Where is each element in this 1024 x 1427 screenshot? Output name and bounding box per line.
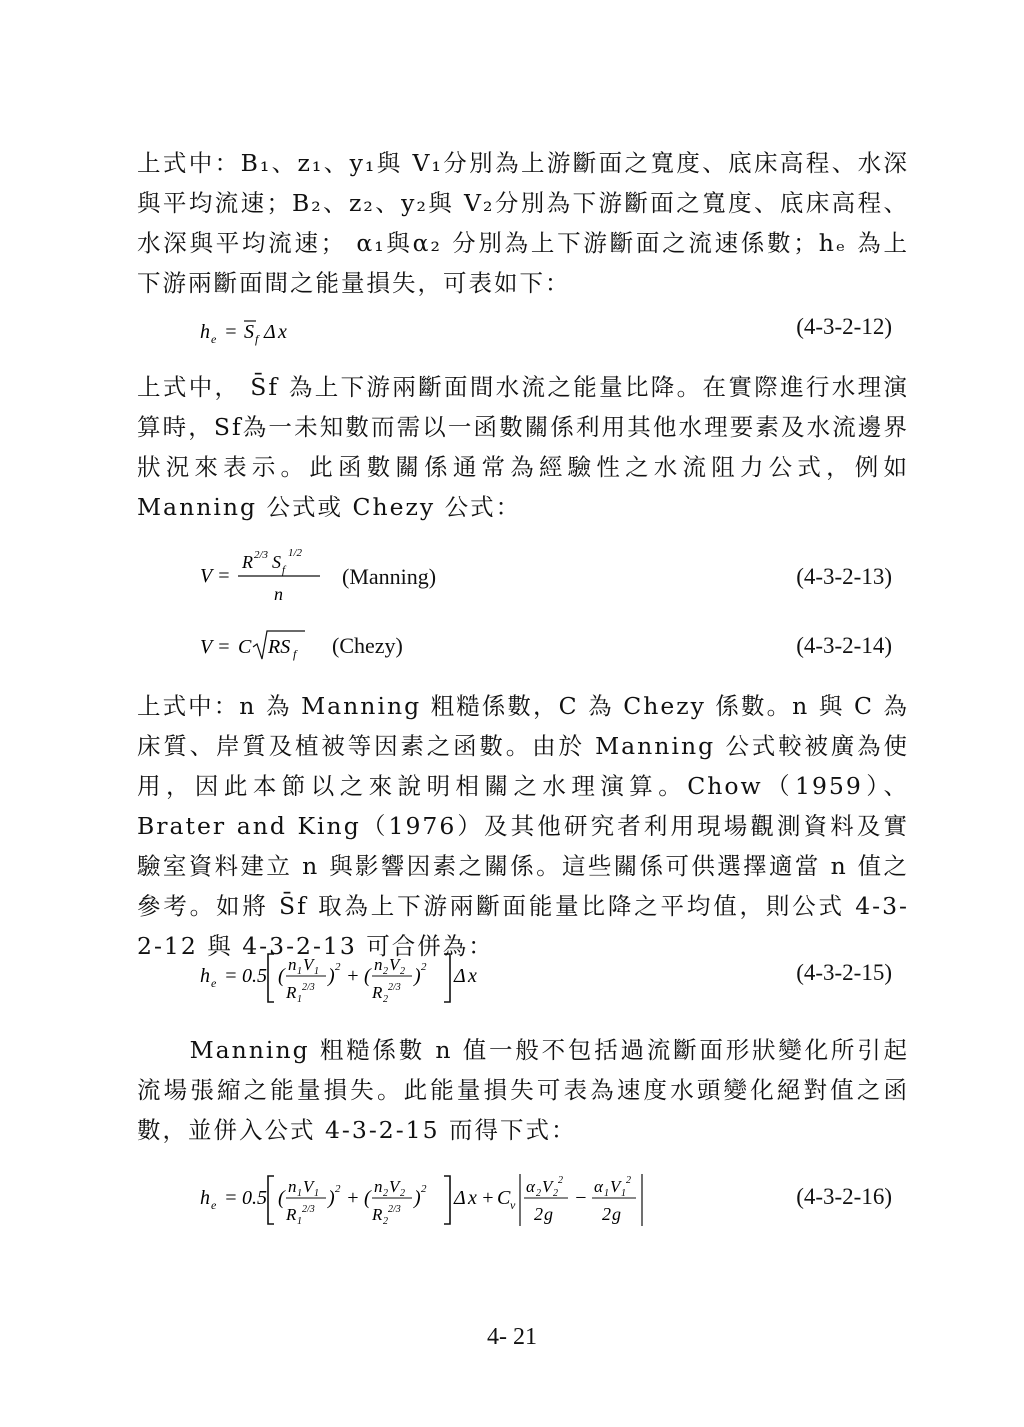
equation-12-formula [200,312,500,352]
svg-text:=: = [224,1187,238,1209]
svg-text:=: = [217,636,231,658]
svg-text:V: V [389,1177,400,1196]
manning-label: (Manning) [342,564,437,589]
equation-number: (4-3-2-15) [796,960,892,985]
svg-text:x: x [278,321,287,343]
svg-text:0.5: 0.5 [242,1187,267,1209]
svg-text:e: e [211,1198,217,1212]
svg-text:2: 2 [400,1188,405,1199]
svg-text:f: f [255,332,259,346]
svg-text:2: 2 [335,1183,341,1195]
svg-text:C: C [238,636,252,658]
svg-text:2: 2 [626,1175,631,1186]
svg-text:g: g [544,1204,553,1224]
svg-text:α: α [594,1177,603,1196]
svg-text:R: R [372,1205,383,1224]
svg-text:h: h [200,1187,210,1209]
svg-text:h: h [200,965,210,987]
svg-text:(: ( [278,965,285,987]
svg-text:n: n [274,584,283,604]
svg-text:1: 1 [314,966,319,977]
svg-text:2/3: 2/3 [302,982,315,993]
svg-text:2: 2 [383,966,388,977]
page-number: 4- 21 [487,1324,537,1350]
svg-text:+: + [346,1187,360,1209]
svg-text:2: 2 [536,1188,541,1199]
svg-text:V: V [303,1177,314,1196]
svg-text:V: V [200,565,213,587]
equation-number: (4-3-2-13) [796,564,892,589]
svg-text:n: n [288,955,297,974]
svg-text:C: C [497,1187,511,1209]
equation-4-3-2-12 [200,312,900,372]
svg-text:(: ( [364,965,371,987]
paragraph-1: 上式中：B₁、z₁、y₁與 V₁分別為上游斷面之寬度、底床高程、水深與平均流速；B₂、z₂、y₂與 V₂分別為下游斷面之寬度、底床高程、水深與平均流速； α₁與α₂ 分別為上下游斷面之流速係數；hₑ 為上下游兩斷面間之能量損失，可表如下： [137,149,909,297]
svg-text:α: α [526,1177,535,1196]
svg-text:−: − [574,1187,588,1209]
svg-text:1: 1 [314,1188,319,1199]
svg-text:): ) [414,1187,421,1209]
svg-text:): ) [328,1187,335,1209]
svg-text:v: v [510,1198,516,1212]
svg-text:V: V [542,1177,553,1196]
svg-text:2: 2 [602,1204,611,1224]
svg-text:S: S [272,552,281,572]
chezy-label: (Chezy) [332,633,403,658]
svg-text:V: V [200,636,213,658]
svg-text:+: + [481,1187,495,1209]
svg-text:1/2: 1/2 [288,547,303,559]
svg-text:R: R [286,983,297,1002]
svg-text:f: f [282,564,286,576]
svg-text:Δ: Δ [454,1187,466,1209]
svg-text:(: ( [364,1187,371,1209]
svg-text:e: e [211,332,217,346]
equation-4-3-2-13 [200,546,900,606]
svg-text:(: ( [278,1187,285,1209]
svg-text:x: x [468,1187,477,1209]
svg-text:V: V [389,955,400,974]
svg-text:): ) [414,965,421,987]
svg-text:Δ: Δ [264,321,276,343]
svg-text:1: 1 [604,1188,609,1199]
svg-text:2/3: 2/3 [302,1204,315,1215]
equation-number: (4-3-2-14) [796,633,892,658]
svg-text:1: 1 [297,1216,302,1227]
svg-text:2: 2 [335,961,341,973]
equation-4-3-2-14 [200,627,900,687]
svg-text:V: V [303,955,314,974]
svg-text:2: 2 [558,1175,563,1186]
svg-text:0.5: 0.5 [242,965,267,987]
equation-15-formula [200,948,520,1008]
equation-4-3-2-15 [200,948,900,1008]
svg-text:2: 2 [400,966,405,977]
svg-text:2/3: 2/3 [388,1204,401,1215]
svg-text:R: R [242,552,253,572]
svg-text:2/3: 2/3 [388,982,401,993]
equation-number: (4-3-2-16) [796,1184,892,1209]
svg-text:h: h [200,321,210,343]
svg-text:=: = [217,565,231,587]
svg-text:1: 1 [297,966,302,977]
svg-text:n: n [374,1177,383,1196]
svg-text:g: g [612,1204,621,1224]
paragraph-3: 上式中：n 為 Manning 粗糙係數，C 為 Chezy 係數。n 與 C 為床質、岸質及植被等因素之函數。由於 Manning 公式較被廣為使用，因此本節以之來說明相關之水理演算。Chow（1959）、Brater and King（1976）及其他研究者利用現場觀測資料及實驗室資料建立 n 與影響因素之關係。這些關係可供選擇適當 n 值之參考。如將 S̄f 取為上下游兩斷面能量比降之平均值，則公式 4-3-2-12 與 4-3-2-13 可合併為： [137,692,909,960]
svg-text:2: 2 [553,1188,558,1199]
svg-text:n: n [374,955,383,974]
svg-text:R: R [372,983,383,1002]
svg-text:=: = [224,321,238,343]
paragraph-2: 上式中， S̄f 為上下游兩斷面間水流之能量比降。在實際進行水理演算時，Sf為一未知數而需以一函數關係利用其他水理要素及水流邊界狀況來表示。此函數關係通常為經驗性之水流阻力公式，例如 Manning 公式或 Chezy 公式： [137,373,909,521]
svg-text:V: V [610,1177,621,1196]
equation-number: (4-3-2-12) [796,314,892,339]
svg-text:2: 2 [421,961,427,973]
svg-text:1: 1 [621,1188,626,1199]
svg-text:1: 1 [297,994,302,1005]
paragraph-4: Manning 粗糙係數 n 值一般不包括過流斷面形狀變化所引起流場張縮之能量損失。此能量損失可表為速度水頭變化絕對值之函數，並併入公式 4-3-2-15 而得下式： [137,1036,909,1144]
svg-text:2: 2 [383,1216,388,1227]
equation-16-formula [200,1170,660,1230]
svg-text:2/3: 2/3 [254,549,269,561]
svg-text:R: R [286,1205,297,1224]
svg-text:2: 2 [421,1183,427,1195]
svg-text:x: x [468,965,477,987]
svg-text:2: 2 [534,1204,543,1224]
equation-4-3-2-16 [200,1170,900,1230]
svg-text:e: e [211,976,217,990]
svg-text:n: n [288,1177,297,1196]
svg-text:+: + [346,965,360,987]
svg-text:f: f [293,647,297,661]
svg-text:1: 1 [297,1188,302,1199]
svg-text:RS: RS [268,636,291,658]
svg-text:2: 2 [383,994,388,1005]
equation-14-formula [200,627,350,667]
svg-text:): ) [328,965,335,987]
svg-text:Δ: Δ [454,965,466,987]
svg-text:=: = [224,965,238,987]
svg-text:S: S [244,321,254,343]
svg-text:2: 2 [383,1188,388,1199]
